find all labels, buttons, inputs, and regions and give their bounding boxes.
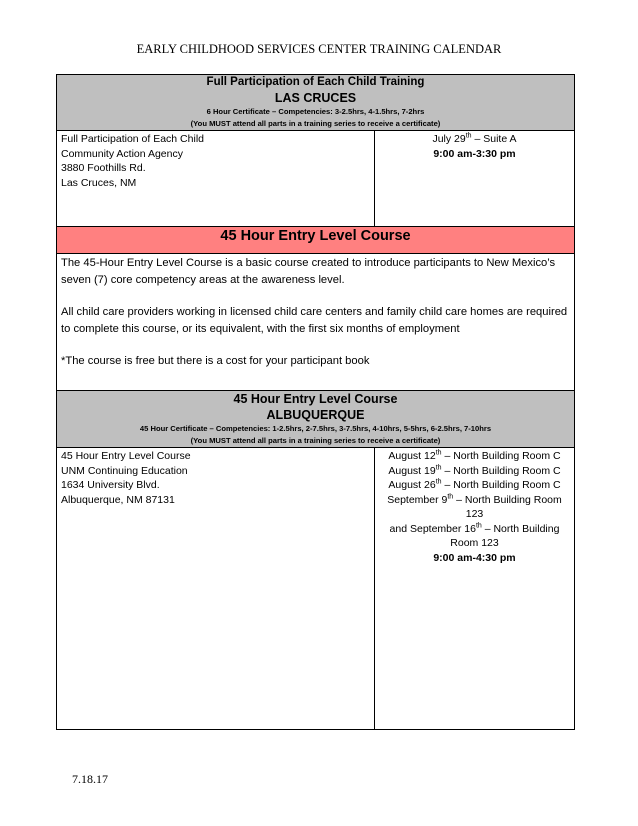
session-date <box>379 522 570 551</box>
section1-certificate: 6 Hour Certificate – Competencies: 3-2.5hrs, 4-1.5hrs, 7-2hrs <box>206 107 425 116</box>
date-text: and September 16 <box>389 522 476 535</box>
course-banner-title: 45 Hour Entry Level Course <box>220 228 411 244</box>
section2-title: 45 Hour Entry Level Course <box>233 392 398 406</box>
section2-certificate: 45 Hour Certificate – Competencies: 1-2.5hrs, 2-7.5hrs, 3-7.5hrs, 4-10hrs, 5-5hrs, 6-2.5hrs, 7-10hrs <box>139 424 492 433</box>
description-paragraph: All child care providers working in licensed child care centers and family child care homes are required to complete this course, or its equivalent, with the first six months of employment <box>61 306 568 335</box>
section1-time: 9:00 am-3:30 pm <box>433 147 516 160</box>
section1-schedule <box>375 131 575 227</box>
location-line: 45 Hour Entry Level Course <box>61 450 191 462</box>
date-room: – North Building Room 123 <box>453 493 562 520</box>
course-banner <box>57 227 575 254</box>
session-date <box>379 478 570 493</box>
session-date <box>379 464 570 479</box>
date-room: – Suite A <box>471 133 517 145</box>
section2-location <box>57 448 375 730</box>
date-room: – North Building Room C <box>441 464 561 477</box>
section1-note: (You MUST attend all parts in a training series to receive a certificate) <box>190 119 441 128</box>
date-suffix: th <box>447 493 454 500</box>
date-suffix: th <box>465 132 472 140</box>
section2-schedule <box>375 448 575 730</box>
date-suffix: th <box>435 464 442 471</box>
location-line: 1634 University Blvd. <box>61 479 160 491</box>
description-paragraph: The 45-Hour Entry Level Course is a basic course created to introduce participants to New Mexico’s seven (7) core competency areas at the awareness level. <box>61 257 556 286</box>
location-line: UNM Continuing Education <box>61 464 188 477</box>
section2-time: 9:00 am-4:30 pm <box>433 551 516 564</box>
description-row <box>57 254 575 391</box>
date-suffix: th <box>435 478 442 486</box>
date-room: – North Building Room C <box>441 479 561 491</box>
banner-row <box>57 227 575 254</box>
location-line: 3880 Foothills Rd. <box>61 162 146 174</box>
session-date <box>379 449 570 464</box>
section1-date <box>379 132 570 147</box>
course-description <box>57 254 575 391</box>
section1-detail-row <box>57 131 575 227</box>
date-suffix: th <box>435 449 442 457</box>
date-text: August 12 <box>388 450 436 462</box>
section1-title: Full Participation of Each Child Training <box>206 76 425 88</box>
section2-header-row <box>57 391 575 448</box>
session-date <box>379 493 570 522</box>
date-room: – North Building Room C <box>441 450 561 462</box>
section1-city: LAS CRUCES <box>274 91 357 105</box>
location-line: Community Action Agency <box>61 147 183 160</box>
section2-city: ALBUQUERQUE <box>266 408 365 422</box>
date-text: July 29 <box>432 133 466 145</box>
date-text: September 9 <box>387 493 448 506</box>
page-footer-date: 7.18.17 <box>72 772 108 786</box>
section2-header <box>57 391 575 448</box>
location-line: Full Participation of Each Child <box>61 133 204 145</box>
section1-header <box>57 75 575 131</box>
page-header: EARLY CHILDHOOD SERVICES CENTER TRAINING CALENDAR <box>136 42 502 56</box>
date-room: – North Building Room 123 <box>450 522 560 549</box>
section2-detail-row <box>57 448 575 730</box>
location-line: Albuquerque, NM 87131 <box>61 493 175 506</box>
section1-header-row <box>57 75 575 131</box>
date-text: August 26 <box>388 479 436 491</box>
location-line: Las Cruces, NM <box>61 176 137 189</box>
section1-location <box>57 131 375 227</box>
description-paragraph: *The course is free but there is a cost for your participant book <box>61 355 370 367</box>
section2-note: (You MUST attend all parts in a training series to receive a certificate) <box>190 436 441 445</box>
date-suffix: th <box>475 522 482 529</box>
date-text: August 19 <box>388 464 436 477</box>
training-calendar-table <box>56 74 575 730</box>
